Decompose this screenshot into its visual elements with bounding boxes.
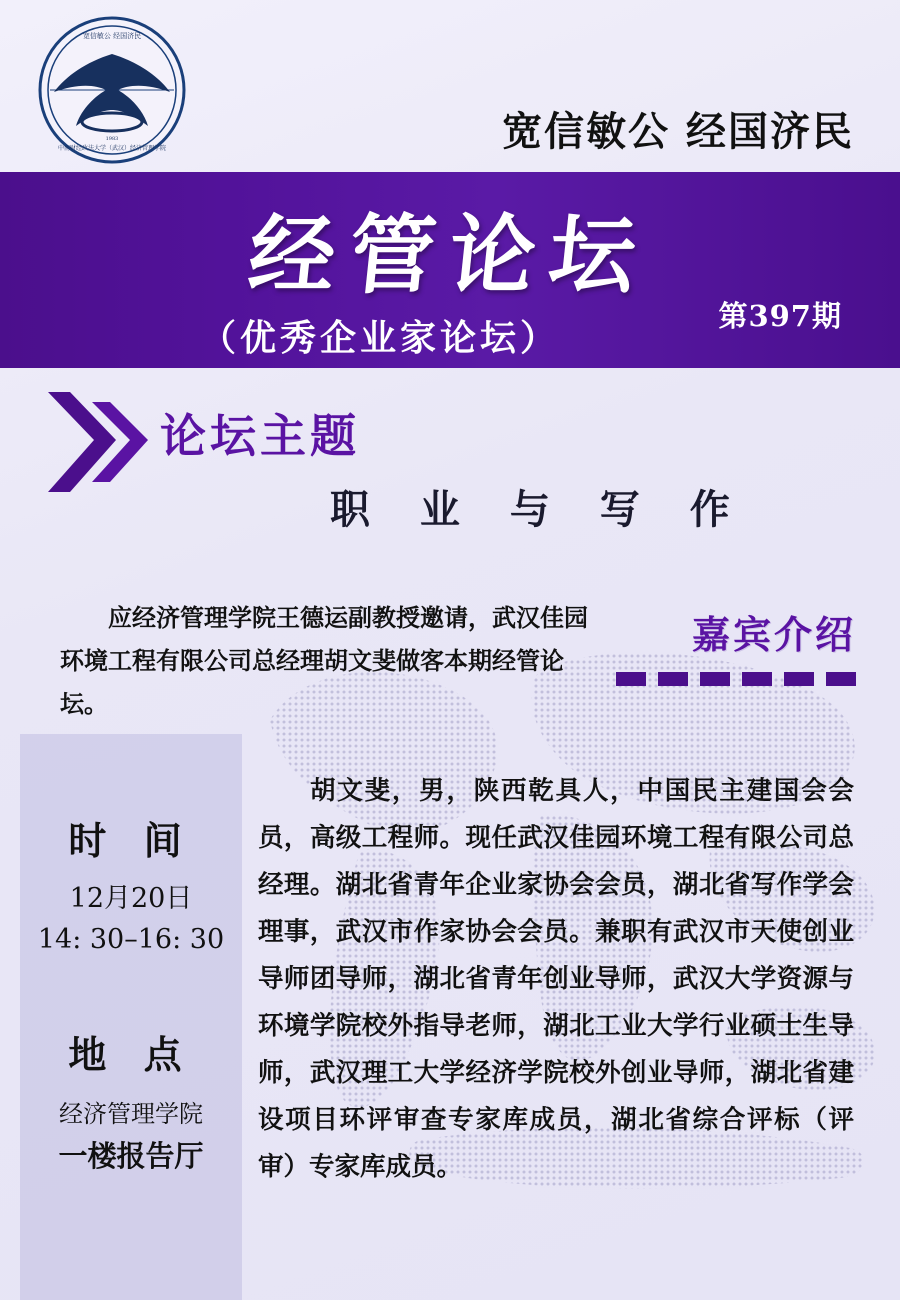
header-slogan: 宽信敏公 经国济民 (502, 108, 854, 155)
place-line-1: 经济管理学院 (59, 1100, 203, 1128)
place-heading: 地 点 (68, 1032, 194, 1077)
theme-text: 职 业 与 写 作 (330, 486, 748, 533)
intro-paragraph: 应经济管理学院王德运副教授邀请，武汉佳园环境工程有限公司总经理胡文斐做客本期经管论坛。 (60, 603, 588, 718)
svg-text:1983: 1983 (105, 136, 119, 142)
place-line-2: 一楼报告厅 (58, 1139, 204, 1173)
university-emblem-icon (36, 14, 188, 166)
issue-number: 第397期 (718, 299, 842, 333)
svg-text:中南财经政法大学（武汉）经济管理学院: 中南财经政法大学（武汉）经济管理学院 (57, 145, 167, 152)
forum-banner (0, 172, 900, 368)
time-date: 12月20日 (69, 883, 193, 914)
forum-title: 经管论坛 (243, 205, 655, 306)
guest-bio: 胡文斐，男，陕西乾具人，中国民主建国会会员，高级工程师。现任武汉佳园环境工程有限公司总经理。湖北省青年企业家协会会员，湖北省写作学会理事，武汉市作家协会会员。兼职有武汉市天使创业导师团导师，湖北省青年创业导师，武汉大学资源与环境学院校外指导老师，湖北工业大学行业硕士生导师，武汉理工大学经济学院校外创业导师，湖北省建设项目环评审查专家库成员，湖北省综合评标（评审）专家库成员。 (258, 776, 854, 1182)
event-info-panel (20, 734, 242, 1300)
guest-section-title: 嘉宾介绍 (691, 612, 856, 657)
svg-text:宽信敏公 经国济民: 宽信敏公 经国济民 (82, 32, 142, 40)
time-heading: 时 间 (68, 818, 194, 863)
chevron-right-icon (48, 388, 158, 498)
dashed-divider (616, 672, 856, 688)
forum-subtitle: （优秀企业家论坛） (199, 317, 560, 359)
time-range: 14: 30–16: 30 (37, 924, 225, 955)
theme-label: 论坛主题 (160, 409, 360, 463)
